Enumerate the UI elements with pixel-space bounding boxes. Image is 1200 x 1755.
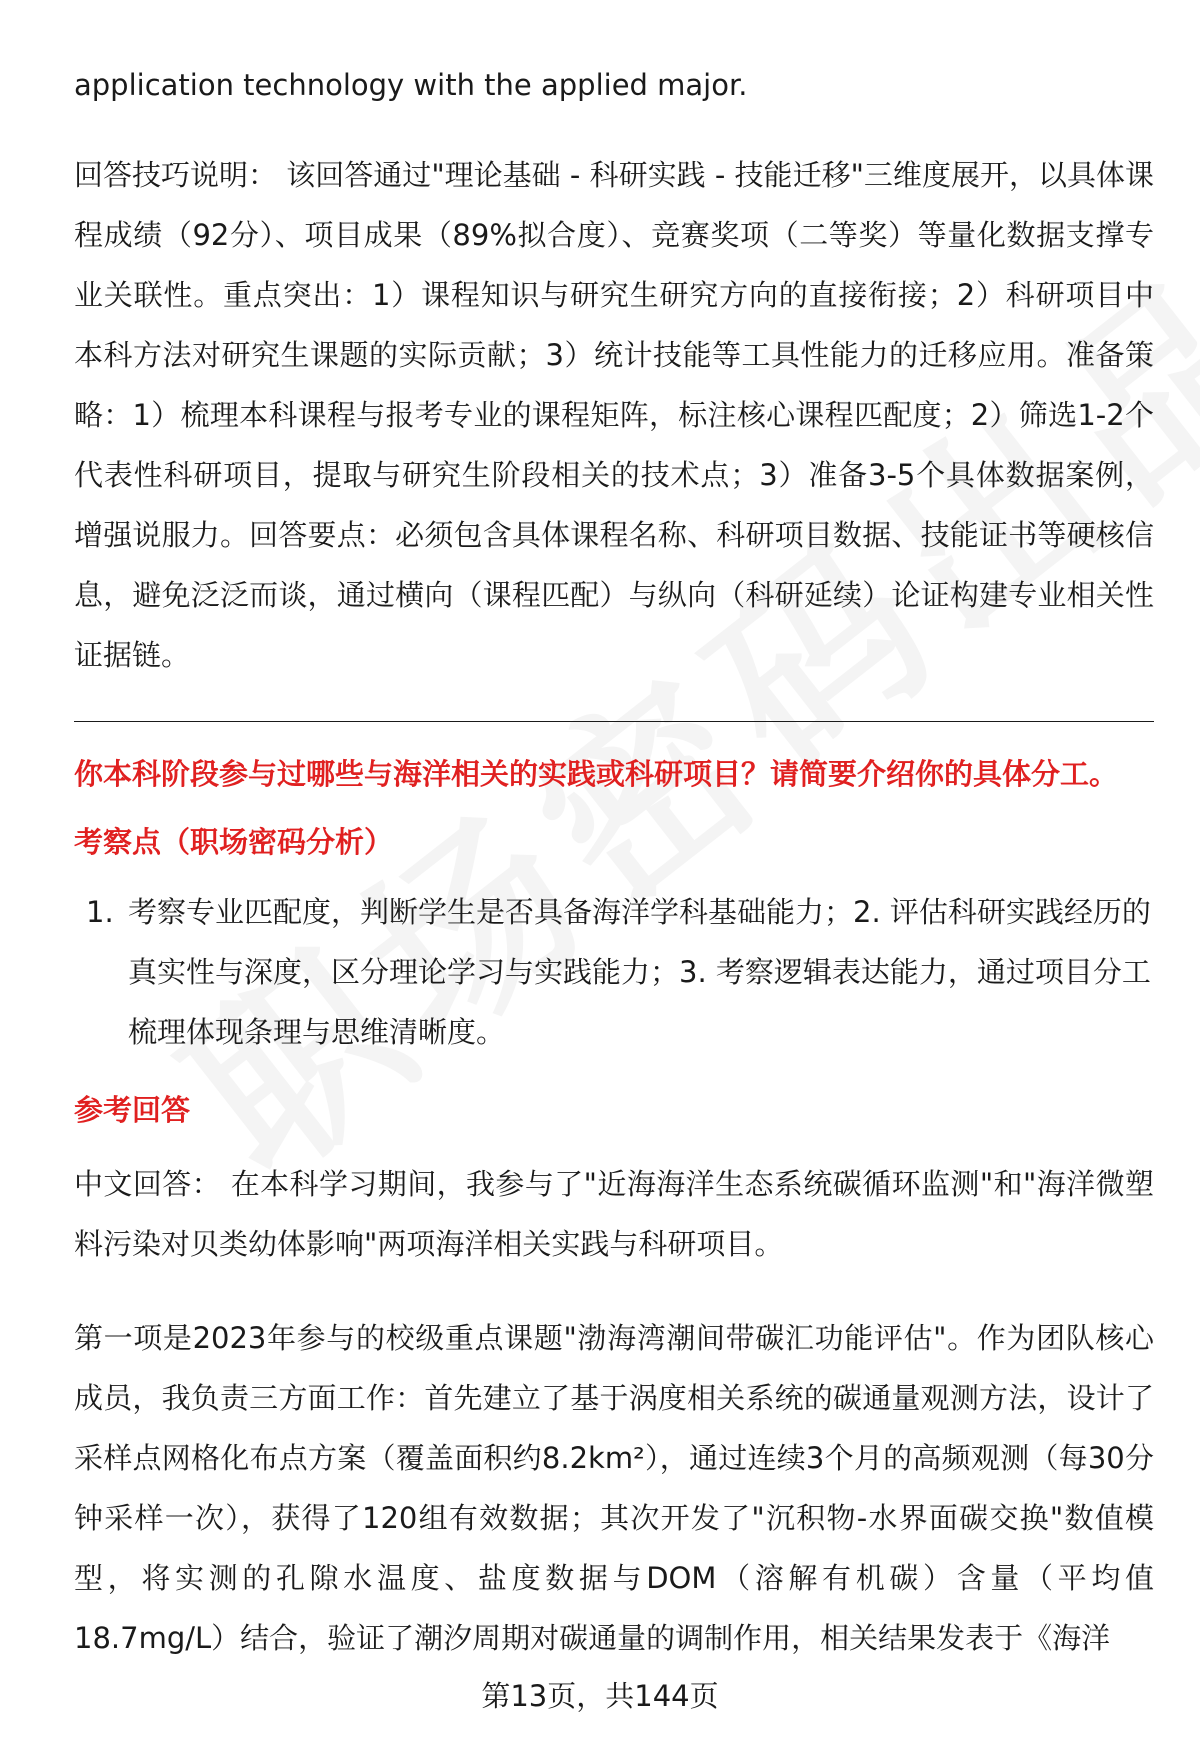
assessment-item (74, 882, 1154, 1062)
assessment-list (74, 882, 1154, 1062)
assessment-item-text: 考察专业匹配度，判断学生是否具备海洋学科基础能力；2. 评估科研实践经历的真实性与深度，区分理论学习与实践能力；3. 考察逻辑表达能力，通过项目分工梳理体现条理与思维清晰度。 (128, 895, 1151, 1049)
tips-paragraph: 回答技巧说明： 该回答通过"理论基础 - 科研实践 - 技能迁移"三维度展开，以具体课程成绩（92分）、项目成果（89%拟合度）、竞赛奖项（二等奖）等量化数据支撑专业关联性。重点突出：1）课程知识与研究生研究方向的直接衔接；2）科研项目中本科方法对研究生课题的实际贡献；3）统计技能等工具性能力的迁移应用。准备策略：1）梳理本科课程与报考专业的课程矩阵，标注核心课程匹配度；2）筛选1-2个代表性科研项目，提取与研究生阶段相关的技术点；3）准备3-5个具体数据案例，增强说服力。回答要点：必须包含具体课程名称、科研项目数据、技能证书等硬核信息，避免泛泛而谈，通过横向（课程匹配）与纵向（科研延续）论证构建专业相关性证据链。 (74, 158, 1154, 672)
page-number-footer: 第13页，共144页 (481, 1679, 719, 1713)
answer-first-paragraph: 第一项是2023年参与的校级重点课题"渤海湾潮间带碳汇功能评估"。作为团队核心成员，我负责三方面工作：首先建立了基于涡度相关系统的碳通量观测方法，设计了采样点网格化布点方案（覆盖面积约8.2km²），通过连续3个月的高频观测（每30分钟采样一次），获得了120组有效数据；其次开发了"沉积物-水界面碳交换"数值模型，将实测的孔隙水温度、盐度数据与DOM（溶解有机碳）含量（平均值18.7mg/L）结合，验证了潮汐周期对碳通量的调制作用，相关结果发表于《海洋 (74, 1321, 1154, 1655)
assessment-heading: 考察点（职场密码分析） (74, 825, 394, 859)
answer-intro-paragraph: 中文回答： 在本科学习期间，我参与了"近海海洋生态系统碳循环监测"和"海洋微塑料污染对贝类幼体影响"两项海洋相关实践与科研项目。 (74, 1167, 1154, 1261)
intro-tail-text: application technology with the applied major. (74, 68, 748, 102)
reference-heading: 参考回答 (74, 1093, 191, 1127)
document-page (74, 55, 1154, 1668)
assessment-item-number: 1. (86, 895, 114, 929)
question-heading: 你本科阶段参与过哪些与海洋相关的实践或科研项目？请简要介绍你的具体分工。 (74, 757, 1119, 791)
section-divider (74, 721, 1154, 722)
